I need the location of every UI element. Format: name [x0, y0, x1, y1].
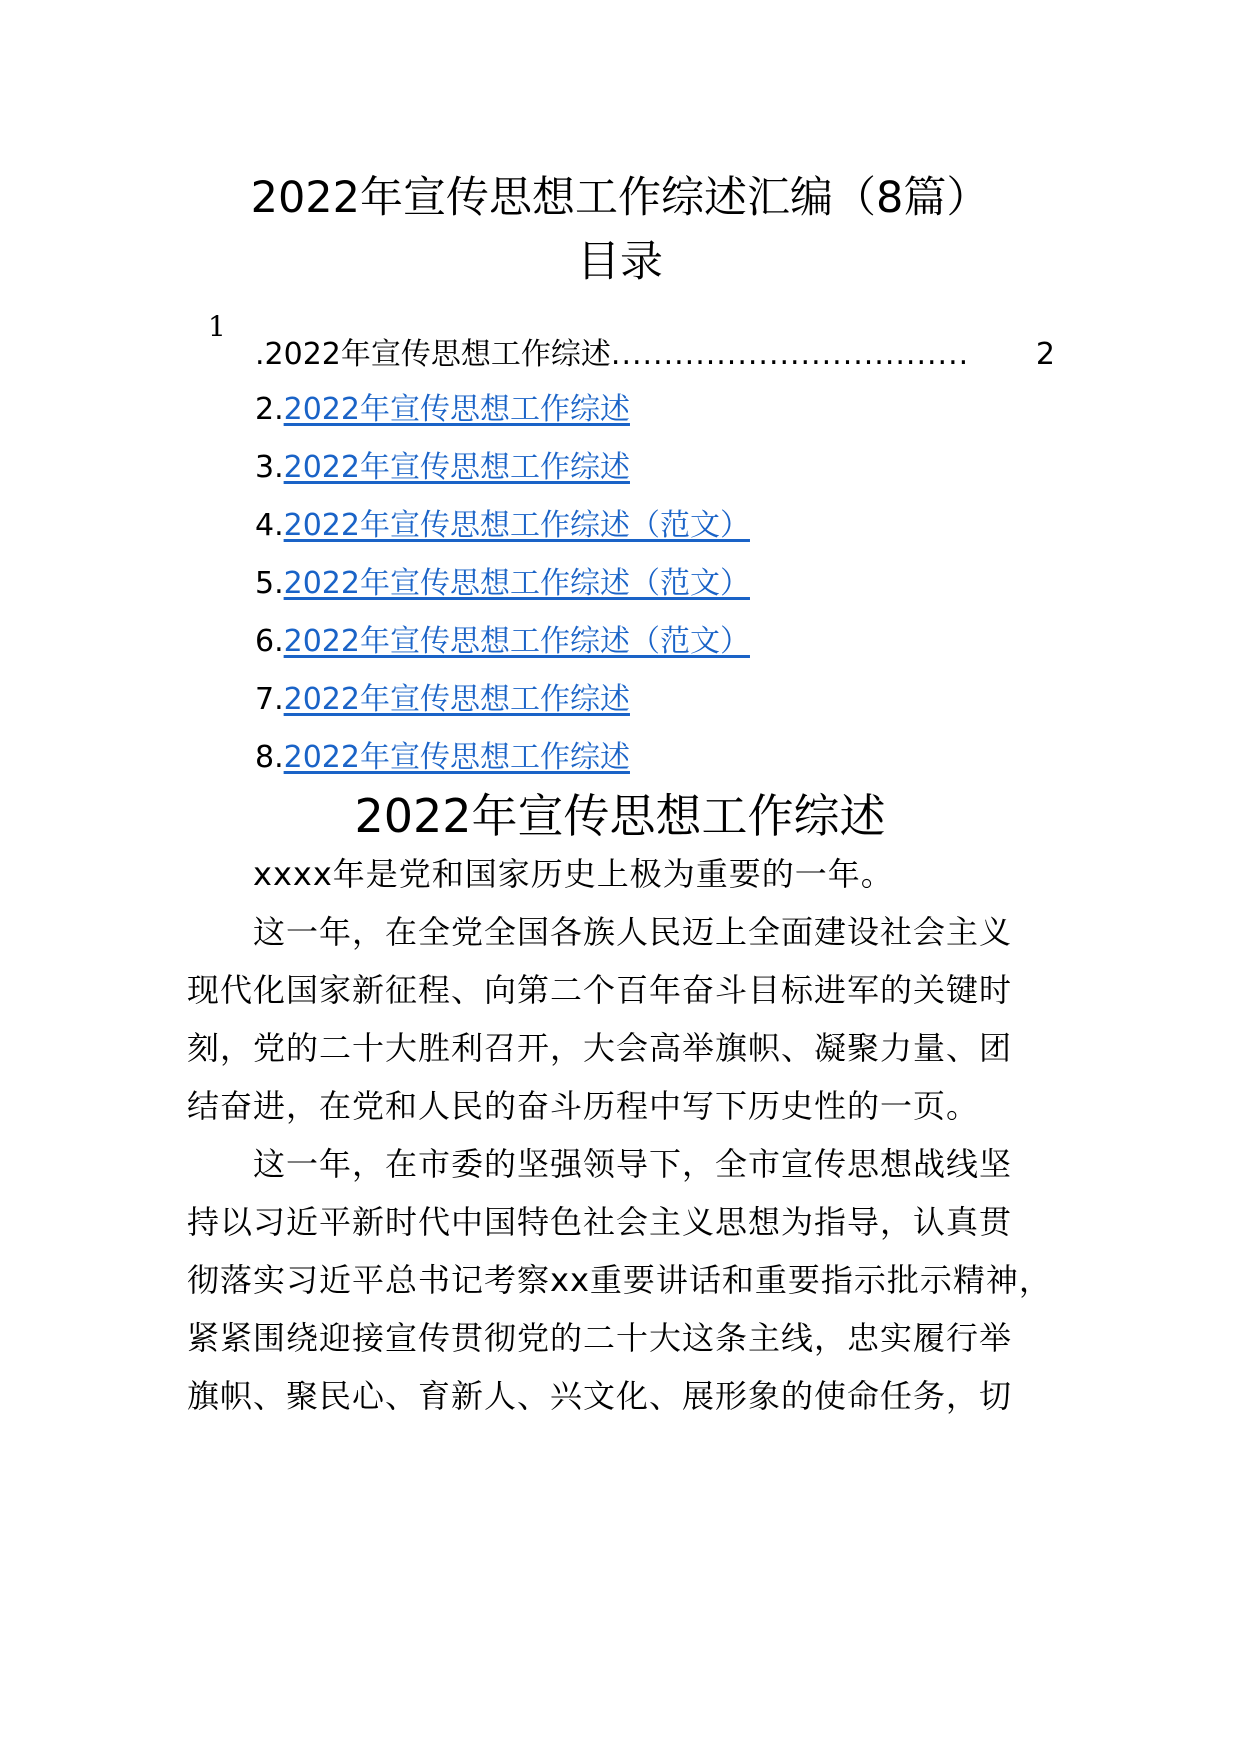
toc-item-number: 2.	[255, 392, 284, 427]
toc-link[interactable]: 2022年宣传思想工作综述（范文）	[283, 566, 750, 601]
toc-link[interactable]: 2022年宣传思想工作综述	[283, 392, 630, 427]
toc-item-number: 5.	[255, 566, 284, 601]
paragraph-line: 彻落实习近平总书记考察xx重要讲话和重要指示批示精神，	[187, 1261, 1052, 1299]
document-title: 2022年宣传思想工作综述汇编（8篇）	[250, 173, 990, 223]
paragraph-1	[187, 842, 1067, 906]
toc-item-3	[255, 448, 630, 488]
paragraph-line: 持以习近平新时代中国特色社会主义思想为指导，认真贯	[187, 1203, 1013, 1241]
toc-item-8	[255, 738, 630, 778]
toc-leader-dots: ..................................	[610, 337, 970, 372]
paragraph-line: 旗帜、聚民心、育新人、兴文化、展形象的使命任务，切	[187, 1377, 1013, 1415]
paragraph-line: 刻，党的二十大胜利召开，大会高举旗帜、凝聚力量、团	[187, 1029, 1013, 1067]
toc-link[interactable]: 2022年宣传思想工作综述	[283, 682, 630, 717]
toc-item-number: 8.	[255, 740, 284, 775]
toc-link[interactable]: 2022年宣传思想工作综述（范文）	[283, 624, 750, 659]
toc-link[interactable]: 2022年宣传思想工作综述	[283, 740, 630, 775]
paragraph-line: 结奋进，在党和人民的奋斗历程中写下历史性的一页。	[187, 1087, 980, 1125]
paragraph-line: 这一年，在市委的坚强领导下，全市宣传思想战线坚	[253, 1145, 1013, 1183]
paragraph-2	[187, 900, 1067, 1132]
paragraph-line: xxxx年是党和国家历史上极为重要的一年。	[253, 855, 894, 893]
toc-item-number: 3.	[255, 450, 284, 485]
toc-item-6	[255, 622, 750, 662]
toc-item-number: .	[255, 337, 265, 372]
toc-page-number: 2	[1035, 337, 1055, 372]
toc-page-marker: 1	[208, 310, 226, 343]
toc-item-label[interactable]: 2022年宣传思想工作综述	[264, 337, 611, 372]
paragraph-line: 现代化国家新征程、向第二个百年奋斗目标进军的关键时	[187, 971, 1013, 1009]
toc-item-5	[255, 564, 750, 604]
toc-item-7	[255, 680, 630, 720]
paragraph-3	[187, 1132, 1067, 1422]
toc-link[interactable]: 2022年宣传思想工作综述	[283, 450, 630, 485]
toc-item-1[interactable]	[255, 335, 1055, 375]
paragraph-line: 这一年，在全党全国各族人民迈上全面建设社会主义	[253, 913, 1013, 951]
toc-item-number: 6.	[255, 624, 284, 659]
toc-item-2	[255, 390, 630, 430]
section-title: 2022年宣传思想工作综述	[354, 789, 886, 843]
paragraph-line: 紧紧围绕迎接宣传贯彻党的二十大这条主线，忠实履行举	[187, 1319, 1013, 1357]
toc-item-4	[255, 506, 750, 546]
toc-link[interactable]: 2022年宣传思想工作综述（范文）	[283, 508, 750, 543]
toc-heading: 目录	[577, 237, 663, 287]
toc-item-number: 4.	[255, 508, 284, 543]
toc-item-number: 7.	[255, 682, 284, 717]
